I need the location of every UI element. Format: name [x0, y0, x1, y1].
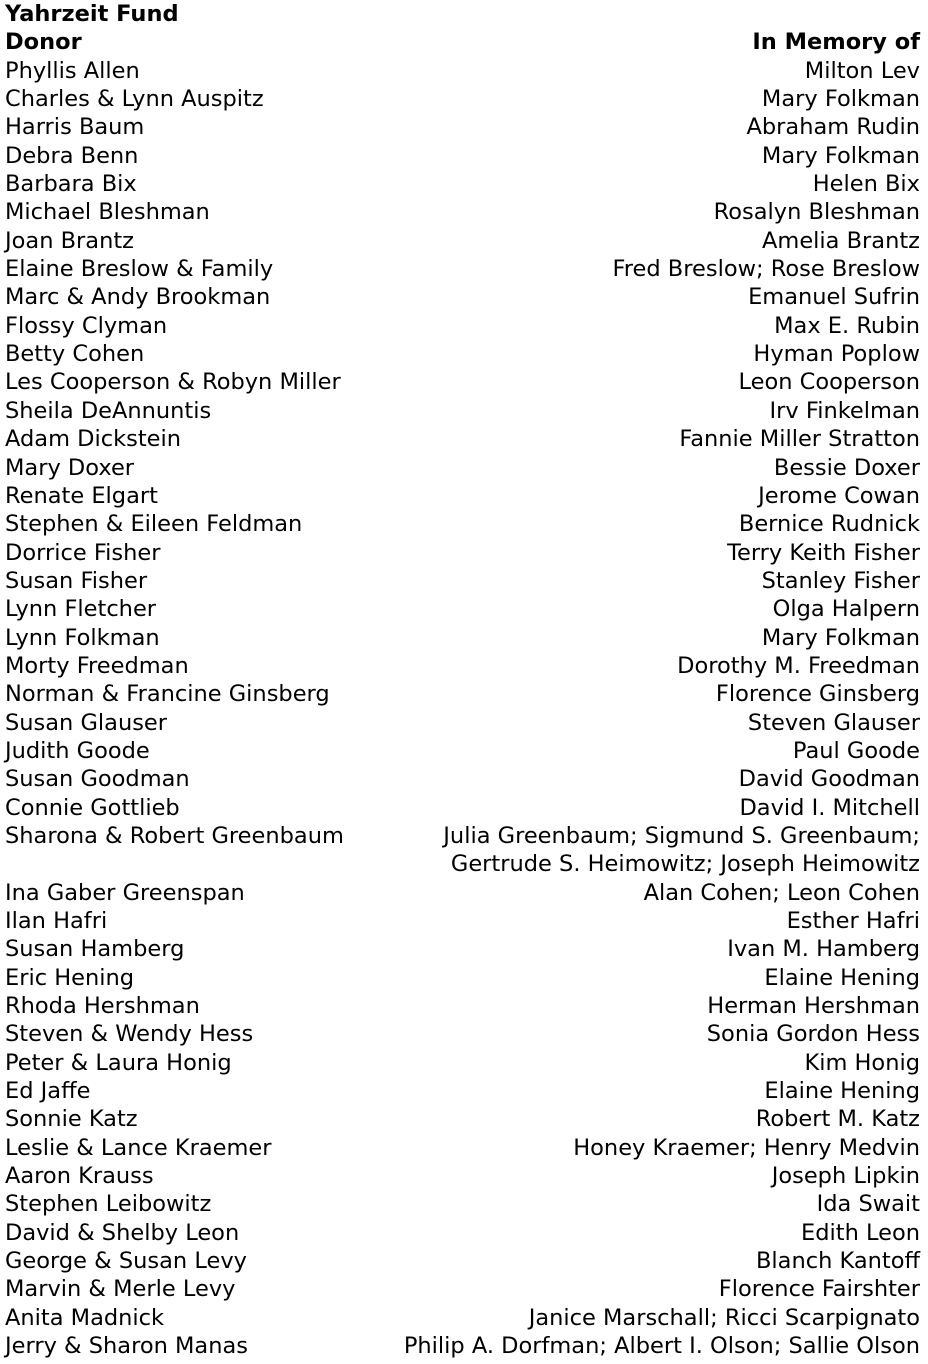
donor-row — [5, 113, 920, 141]
donor-name: Susan Hamberg — [5, 936, 185, 963]
donor-row — [5, 368, 920, 396]
in-memory-of — [282, 283, 920, 311]
memory-name-line: Irv Finkelman — [769, 397, 920, 424]
in-memory-of — [285, 255, 920, 283]
in-memory-of — [193, 425, 920, 453]
memory-name-line: Alan Cohen; Leon Cohen — [643, 879, 920, 906]
donor-list — [5, 57, 920, 1361]
donor-name: Rhoda Hershman — [5, 993, 200, 1020]
donor-name: Barbara Bix — [5, 171, 137, 198]
donor-row — [5, 992, 920, 1020]
donor-row — [5, 85, 920, 113]
in-memory-of — [356, 822, 920, 879]
memory-name-line: Mary Folkman — [761, 86, 920, 113]
donor-name: Harris Baum — [5, 114, 145, 141]
donor-name: Eric Hening — [5, 964, 135, 991]
donor-row — [5, 482, 920, 510]
donor-row — [5, 454, 920, 482]
donor-name: Debra Benn — [5, 142, 139, 169]
in-memory-of — [150, 1105, 920, 1133]
column-header-row — [5, 28, 920, 56]
donor-row — [5, 964, 920, 992]
in-memory-of — [192, 794, 920, 822]
donor-name: Lynn Folkman — [5, 624, 160, 651]
in-memory-of — [314, 510, 920, 538]
donor-name: Sharona & Robert Greenbaum — [5, 822, 344, 849]
in-memory-of — [223, 397, 920, 425]
in-memory-of — [146, 454, 920, 482]
in-memory-of — [223, 1190, 920, 1218]
donor-name: Marvin & Merle Levy — [5, 1276, 236, 1303]
in-memory-of — [179, 709, 920, 737]
donor-row — [5, 1134, 920, 1162]
memory-name-line: Florence Ginsberg — [715, 681, 920, 708]
in-memory-of — [146, 964, 920, 992]
donor-row — [5, 595, 920, 623]
memory-name-line: Dorothy M. Freedman — [677, 652, 920, 679]
in-memory-of — [156, 340, 920, 368]
memory-name-line: David Goodman — [738, 766, 920, 793]
donor-name: Stephen & Eileen Feldman — [5, 511, 303, 538]
in-memory-of — [156, 113, 920, 141]
donor-row — [5, 510, 920, 538]
in-memory-of — [201, 652, 920, 680]
donor-name: Jerry & Sharon Manas — [5, 1333, 248, 1360]
donor-name: Michael Bleshman — [5, 199, 210, 226]
donor-row — [5, 1219, 920, 1247]
memory-name-line: Blanch Kantoff — [755, 1248, 920, 1275]
memory-name-line: Esther Hafri — [786, 908, 920, 934]
donor-row — [5, 1247, 920, 1275]
donor-name: Peter & Laura Honig — [5, 1049, 232, 1076]
donor-row — [5, 1049, 920, 1077]
memory-name-line: David I. Mitchell — [739, 794, 920, 821]
memory-name-line: Amelia Brantz — [762, 227, 920, 254]
memory-name-line: Terry Keith Fisher — [727, 539, 920, 566]
donor-name: Susan Fisher — [5, 567, 148, 594]
in-memory-of — [146, 227, 920, 255]
in-memory-of — [102, 1077, 920, 1105]
donor-name: Stephen Leibowitz — [5, 1191, 212, 1218]
in-memory-of — [248, 1275, 921, 1303]
in-memory-of — [222, 198, 920, 226]
donor-name: Connie Gottlieb — [5, 794, 180, 821]
in-memory-of — [119, 907, 920, 935]
memory-name-line: Philip A. Dorfman; Albert I. Olson; Sallie Olson — [403, 1333, 920, 1360]
in-memory-of — [202, 765, 920, 793]
in-memory-of — [244, 1049, 920, 1077]
donor-row — [5, 1077, 920, 1105]
donor-row — [5, 57, 920, 85]
donor-name: Adam Dickstein — [5, 426, 182, 453]
donor-row — [5, 1332, 920, 1360]
donor-name: Les Cooperson & Robyn Miller — [5, 369, 341, 396]
donor-name: Charles & Lynn Auspitz — [5, 86, 264, 113]
in-memory-of — [176, 1304, 920, 1332]
donor-row — [5, 822, 920, 879]
memory-name-line: Florence Fairshter — [718, 1276, 920, 1303]
memory-name-line: Leon Cooperson — [738, 369, 920, 396]
donor-name: Elaine Breslow & Family — [5, 256, 274, 283]
donor-row — [5, 907, 920, 935]
donor-row — [5, 312, 920, 340]
memory-name-line: Stanley Fisher — [761, 567, 920, 594]
donor-name: Flossy Clyman — [5, 312, 168, 339]
donor-row — [5, 879, 920, 907]
donor-name: Susan Glauser — [5, 709, 168, 736]
donor-name: Mary Doxer — [5, 454, 135, 481]
in-memory-of — [196, 935, 920, 963]
memory-name-line: Steven Glauser — [747, 709, 920, 736]
memory-name-line: Milton Lev — [804, 57, 920, 84]
in-memory-of — [284, 1134, 921, 1162]
in-memory-of — [251, 1219, 920, 1247]
donor-name: Ilan Hafri — [5, 908, 108, 934]
donor-name: Norman & Francine Ginsberg — [5, 681, 330, 708]
memory-name-line: Herman Hershman — [707, 993, 920, 1020]
donor-row — [5, 652, 920, 680]
memory-name-line: Robert M. Katz — [755, 1106, 920, 1133]
in-memory-of — [152, 57, 920, 85]
donor-row — [5, 283, 920, 311]
memory-name-line: Mary Folkman — [761, 142, 920, 169]
donor-name: Ina Gaber Greenspan — [5, 879, 245, 906]
donor-row — [5, 539, 920, 567]
in-memory-of — [170, 482, 920, 510]
memory-name-line: Honey Kraemer; Henry Medvin — [573, 1134, 920, 1161]
in-memory-of — [259, 1247, 920, 1275]
memory-column-header: In Memory of — [752, 29, 920, 56]
donor-row — [5, 1020, 920, 1048]
donor-name: Phyllis Allen — [5, 57, 140, 84]
memory-name-line: Olga Halpern — [772, 596, 920, 623]
donor-row — [5, 142, 920, 170]
in-memory-of — [265, 1020, 920, 1048]
donor-row — [5, 198, 920, 226]
donor-row — [5, 1162, 920, 1190]
donor-row — [5, 255, 920, 283]
donor-row — [5, 340, 920, 368]
donor-row — [5, 170, 920, 198]
memory-name-line: Bernice Rudnick — [738, 511, 920, 538]
memory-name-line: Ida Swait — [816, 1191, 920, 1218]
memory-name-line: Julia Greenbaum; Sigmund S. Greenbaum; — [443, 822, 920, 849]
donor-row — [5, 1304, 920, 1332]
memory-name-line: Rosalyn Bleshman — [713, 199, 920, 226]
donor-row — [5, 935, 920, 963]
donor-row — [5, 567, 920, 595]
in-memory-of — [149, 170, 920, 198]
donor-row — [5, 794, 920, 822]
donor-name: Susan Goodman — [5, 766, 190, 793]
memory-name-line: Mary Folkman — [761, 624, 920, 651]
donor-name: Betty Cohen — [5, 341, 145, 368]
memory-name-line: Fannie Miller Stratton — [679, 426, 920, 453]
donor-name: George & Susan Levy — [5, 1248, 247, 1275]
memory-name-line: Bessie Doxer — [773, 454, 920, 481]
donor-name: Aaron Krauss — [5, 1163, 154, 1190]
donor-name: Morty Freedman — [5, 652, 189, 679]
in-memory-of — [162, 737, 920, 765]
donor-row — [5, 1105, 920, 1133]
in-memory-of — [166, 1162, 920, 1190]
memory-name-line: Janice Marschall; Ricci Scarpignato — [528, 1304, 920, 1331]
donor-name: Dorrice Fisher — [5, 539, 161, 566]
memory-name-line: Helen Bix — [812, 171, 920, 198]
memory-name-line: Ivan M. Hamberg — [727, 936, 920, 963]
in-memory-of — [150, 142, 920, 170]
donor-name: Sheila DeAnnuntis — [5, 397, 212, 424]
donor-name: Lynn Fletcher — [5, 596, 157, 623]
memory-name-line: Max E. Rubin — [774, 312, 920, 339]
in-memory-of — [353, 368, 920, 396]
memory-name-line: Joseph Lipkin — [771, 1163, 920, 1190]
donor-name: Sonnie Katz — [5, 1106, 138, 1133]
donor-name: Renate Elgart — [5, 482, 158, 509]
donor-row — [5, 397, 920, 425]
in-memory-of — [276, 85, 920, 113]
donor-name: Leslie & Lance Kraemer — [5, 1134, 272, 1161]
page-title: Yahrzeit Fund — [5, 1, 179, 27]
donor-row — [5, 1190, 920, 1218]
donor-name: David & Shelby Leon — [5, 1219, 240, 1246]
donor-name: Steven & Wendy Hess — [5, 1021, 254, 1048]
in-memory-of — [342, 680, 920, 708]
donor-name: Ed Jaffe — [5, 1078, 91, 1105]
donor-row — [5, 680, 920, 708]
in-memory-of — [179, 312, 920, 340]
donor-row — [5, 1275, 920, 1303]
donor-row — [5, 709, 920, 737]
in-memory-of — [172, 539, 920, 567]
in-memory-of — [159, 567, 920, 595]
memory-name-line: Kim Honig — [804, 1049, 920, 1076]
donor-name: Judith Goode — [5, 737, 150, 764]
donor-row — [5, 765, 920, 793]
donor-name: Marc & Andy Brookman — [5, 284, 271, 311]
donor-row — [5, 425, 920, 453]
memory-name-line: Elaine Hening — [764, 964, 920, 991]
memory-name-line: Gertrude S. Heimowitz; Joseph Heimowitz — [450, 851, 920, 878]
donor-column-header: Donor — [5, 29, 82, 56]
memory-name-line: Fred Breslow; Rose Breslow — [612, 256, 920, 283]
memory-name-line: Sonia Gordon Hess — [706, 1021, 920, 1048]
memory-name-line: Paul Goode — [792, 737, 920, 764]
donor-name: Anita Madnick — [5, 1304, 165, 1331]
in-memory-of — [212, 992, 920, 1020]
memory-name-line: Emanuel Sufrin — [748, 284, 920, 311]
donor-row — [5, 624, 920, 652]
donor-row — [5, 737, 920, 765]
memory-name-line: Elaine Hening — [764, 1078, 920, 1105]
in-memory-of — [172, 624, 920, 652]
memory-name-line: Abraham Rudin — [746, 114, 920, 141]
memory-name-line: Jerome Cowan — [758, 482, 920, 509]
donor-name: Joan Brantz — [5, 227, 134, 254]
memory-name-line: Hyman Poplow — [753, 341, 920, 368]
memory-name-line: Edith Leon — [801, 1219, 920, 1246]
in-memory-of — [260, 1332, 920, 1360]
in-memory-of — [168, 595, 920, 623]
donor-row — [5, 227, 920, 255]
in-memory-of — [257, 879, 920, 907]
